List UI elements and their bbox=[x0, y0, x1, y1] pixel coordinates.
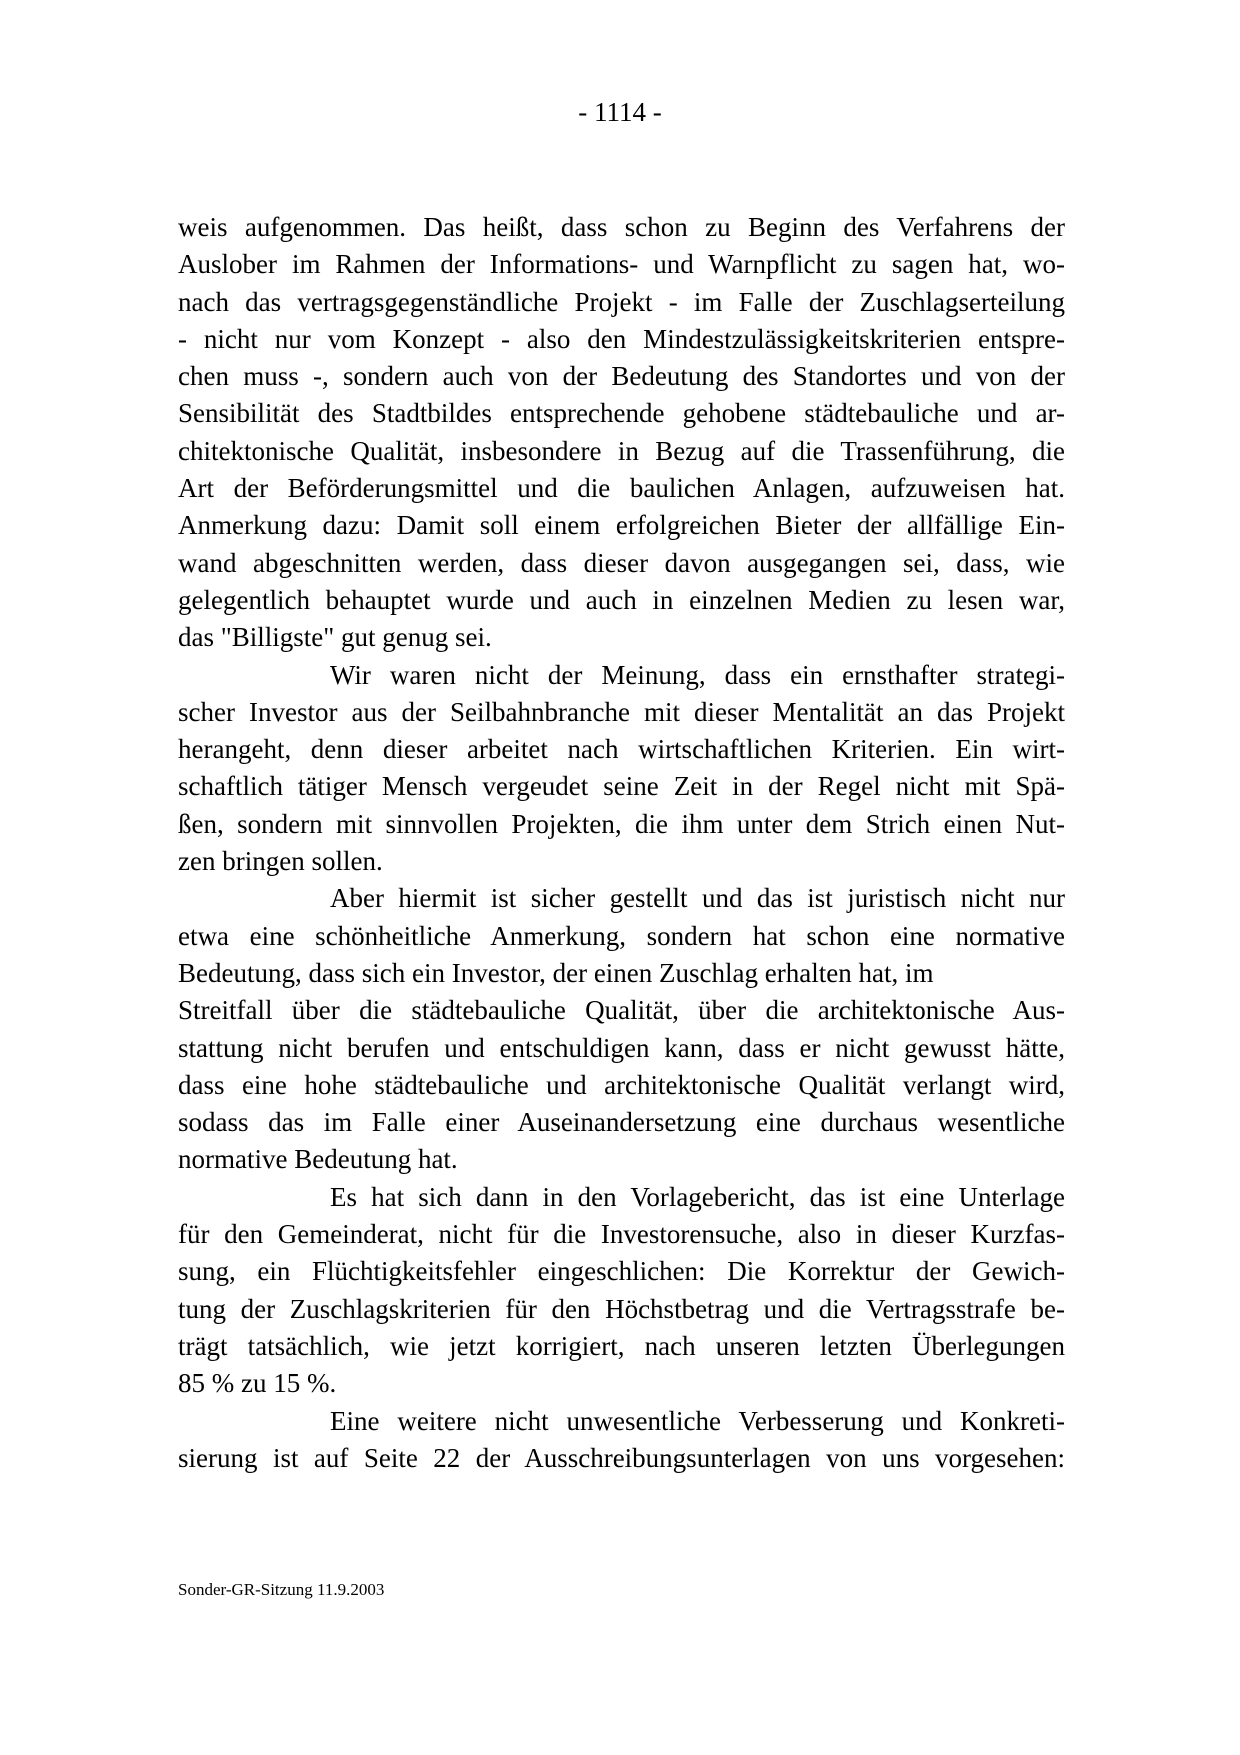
text-line: zen bringen sollen. bbox=[178, 846, 383, 877]
text-line: Wir waren nicht der Meinung, dass ein ernsthafter strategi- bbox=[330, 659, 1065, 690]
text-line: dass eine hohe städtebauliche und architektonische Qualität verlangt wird, bbox=[178, 1069, 1065, 1100]
text-line: Bedeutung, dass sich ein Investor, der einen Zuschlag erhalten hat, im bbox=[178, 957, 934, 988]
text-line: Sensibilität des Stadtbildes entsprechende gehobene städtebauliche und ar- bbox=[178, 398, 1065, 429]
text-line: für den Gemeinderat, nicht für die Investorensuche, also in dieser Kurzfas- bbox=[178, 1219, 1065, 1250]
text-line: stattung nicht berufen und entschuldigen kann, dass er nicht gewusst hätte, bbox=[178, 1032, 1065, 1063]
text-line: Art der Beförderungsmittel und die baulichen Anlagen, aufzuweisen hat. bbox=[178, 473, 1065, 504]
text-line: normative Bedeutung hat. bbox=[178, 1144, 458, 1175]
text-line: gelegentlich behauptet wurde und auch in einzelnen Medien zu lesen war, bbox=[178, 584, 1065, 615]
text-line: tung der Zuschlagskriterien für den Höchstbetrag und die Vertragsstrafe be- bbox=[178, 1293, 1065, 1324]
text-line: Auslober im Rahmen der Informations- und Warnpflicht zu sagen hat, wo- bbox=[178, 249, 1065, 280]
text-line: chen muss -, sondern auch von der Bedeutung des Standortes und von der bbox=[178, 361, 1065, 392]
text-line: wand abgeschnitten werden, dass dieser davon ausgegangen sei, dass, wie bbox=[178, 547, 1065, 578]
text-line: Streitfall über die städtebauliche Qualität, über die architektonische Aus- bbox=[178, 995, 1065, 1026]
text-line: Aber hiermit ist sicher gestellt und das ist juristisch nicht nur bbox=[330, 883, 1065, 914]
page-footer: Sonder-GR-Sitzung 11.9.2003 bbox=[178, 1580, 385, 1599]
text-line: weis aufgenommen. Das heißt, dass schon zu Beginn des Verfahrens der bbox=[178, 212, 1065, 242]
text-line: sierung ist auf Seite 22 der Ausschreibungsunterlagen von uns vorgesehen: bbox=[178, 1442, 1065, 1473]
document-body bbox=[178, 209, 1065, 1477]
text-line: herangeht, denn dieser arbeitet nach wirtschaftlichen Kriterien. Ein wirt- bbox=[178, 734, 1065, 765]
text-line: Anmerkung dazu: Damit soll einem erfolgreichen Bieter der allfällige Ein- bbox=[178, 510, 1065, 541]
text-line: Eine weitere nicht unwesentliche Verbesserung und Konkreti- bbox=[330, 1405, 1065, 1436]
text-line: trägt tatsächlich, wie jetzt korrigiert, nach unseren letzten Überlegungen bbox=[178, 1330, 1065, 1361]
text-line: Es hat sich dann in den Vorlagebericht, das ist eine Unterlage bbox=[330, 1181, 1065, 1212]
text-line: etwa eine schönheitliche Anmerkung, sondern hat schon eine normative bbox=[178, 920, 1065, 951]
text-line: das "Billigste" gut genug sei. bbox=[178, 622, 492, 653]
text-line: nach das vertragsgegenständliche Projekt - im Falle der Zuschlagserteilung bbox=[178, 286, 1065, 317]
text-line: ßen, sondern mit sinnvollen Projekten, die ihm unter dem Strich einen Nut- bbox=[178, 808, 1065, 839]
page-number: - 1114 - bbox=[578, 97, 662, 127]
text-line: 85 % zu 15 %. bbox=[178, 1368, 337, 1399]
text-line: chitektonische Qualität, insbesondere in Bezug auf die Trassenführung, die bbox=[178, 435, 1065, 466]
text-line: sodass das im Falle einer Auseinandersetzung eine durchaus wesentliche bbox=[178, 1107, 1065, 1138]
text-line: schaftlich tätiger Mensch vergeudet seine Zeit in der Regel nicht mit Spä- bbox=[178, 771, 1065, 802]
text-line: sung, ein Flüchtigkeitsfehler eingeschlichen: Die Korrektur der Gewich- bbox=[178, 1256, 1065, 1287]
text-line: - nicht nur vom Konzept - also den Mindestzulässigkeitskriterien entspre- bbox=[178, 323, 1065, 354]
text-line: scher Investor aus der Seilbahnbranche mit dieser Mentalität an das Projekt bbox=[178, 696, 1065, 727]
